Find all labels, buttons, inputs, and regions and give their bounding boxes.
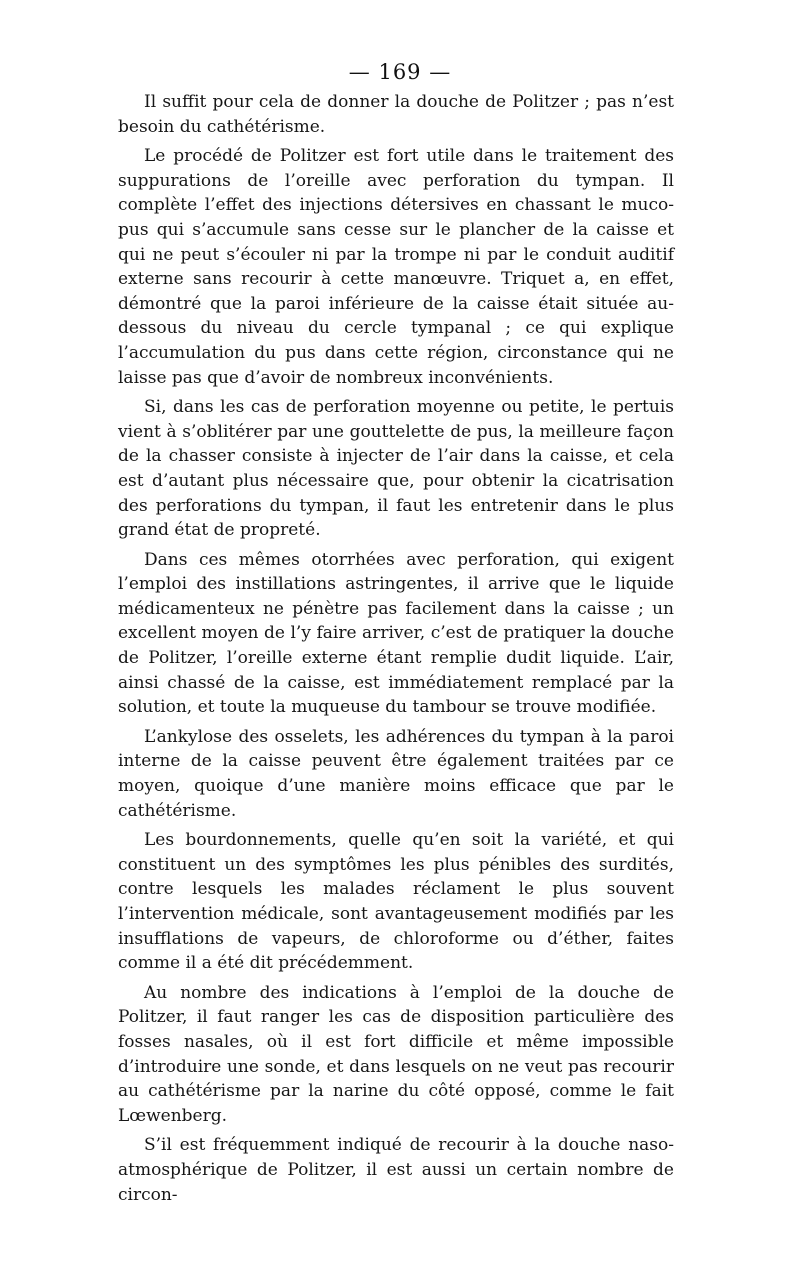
paragraph-4: Dans ces mêmes otorrhées avec perforation, qui exigent l’emploi des instillations astringentes, il arrive que le liquide médicamenteux ne pénètre pas facilement dans la caisse ; un excellent moyen de l’y faire arriver, c’est de pratiquer la douche de Politzer, l’oreille externe étant remplie dudit liquide. L’air, ainsi chassé de la caisse, est immédiatement remplacé par la solution, et toute la muqueuse du tambour se trouve modifiée. bbox=[118, 549, 674, 718]
paragraph-3: Si, dans les cas de perforation moyenne ou petite, le pertuis vient à s’oblitérer par une gouttelette de pus, la meilleure façon de la chasser consiste à injecter de l’air dans la caisse, et cela est d’autant plus nécessaire que, pour obtenir la cicatrisation des perforations du tympan, il faut les entretenir dans le plus grand état de propreté. bbox=[118, 397, 674, 541]
paragraph-5: L’ankylose des osselets, les adhérences du tympan à la paroi interne de la caisse peuvent être également traitées par ce moyen, quoique d’une manière moins efficace que par le cathétérisme. bbox=[118, 726, 674, 821]
body-text bbox=[118, 90, 674, 1207]
paragraph-8: S’il est fréquemment indiqué de recourir à la douche naso-atmosphérique de Politzer, il est aussi un certain nombre de circon- bbox=[118, 1135, 674, 1205]
paragraph-6: Les bourdonnements, quelle qu’en soit la variété, et qui constituent un des symptômes les plus pénibles des surdités, contre lesquels les malades réclament le plus souvent l’intervention médicale, sont avantageusement modifiés par les insufflations de vapeurs, de chloroforme ou d’éther, faites comme il a été dit précédemment. bbox=[118, 830, 674, 974]
paragraph-7: Au nombre des indications à l’emploi de la douche de Politzer, il faut ranger les cas de disposition particulière des fosses nasales, où il est fort difficile et même impossible d’introduire une sonde, et dans lesquels on ne veut pas recourir au cathétérisme par la narine du côté opposé, comme le fait Lœwenberg. bbox=[118, 982, 674, 1126]
page-number: — 169 — bbox=[348, 60, 452, 84]
paragraph-2: Le procédé de Politzer est fort utile dans le traitement des suppurations de l’oreille avec perforation du tympan. Il complète l’effet des injections détersives en chassant le muco-pus qui s’accumule sans cesse sur le plancher de la caisse et qui ne peut s’écouler ni par la trompe ni par le conduit auditif externe sans recourir à cette manœuvre. Triquet a, en effet, démontré que la paroi inférieure de la caisse était située au-dessous du niveau du cercle tympanal ; ce qui explique l’accumulation du pus dans cette région, circonstance qui ne laisse pas que d’avoir de nombreux inconvénients. bbox=[118, 146, 674, 388]
paragraph-1: Il suffit pour cela de donner la douche de Politzer ; pas n’est besoin du cathétérisme. bbox=[118, 92, 674, 137]
